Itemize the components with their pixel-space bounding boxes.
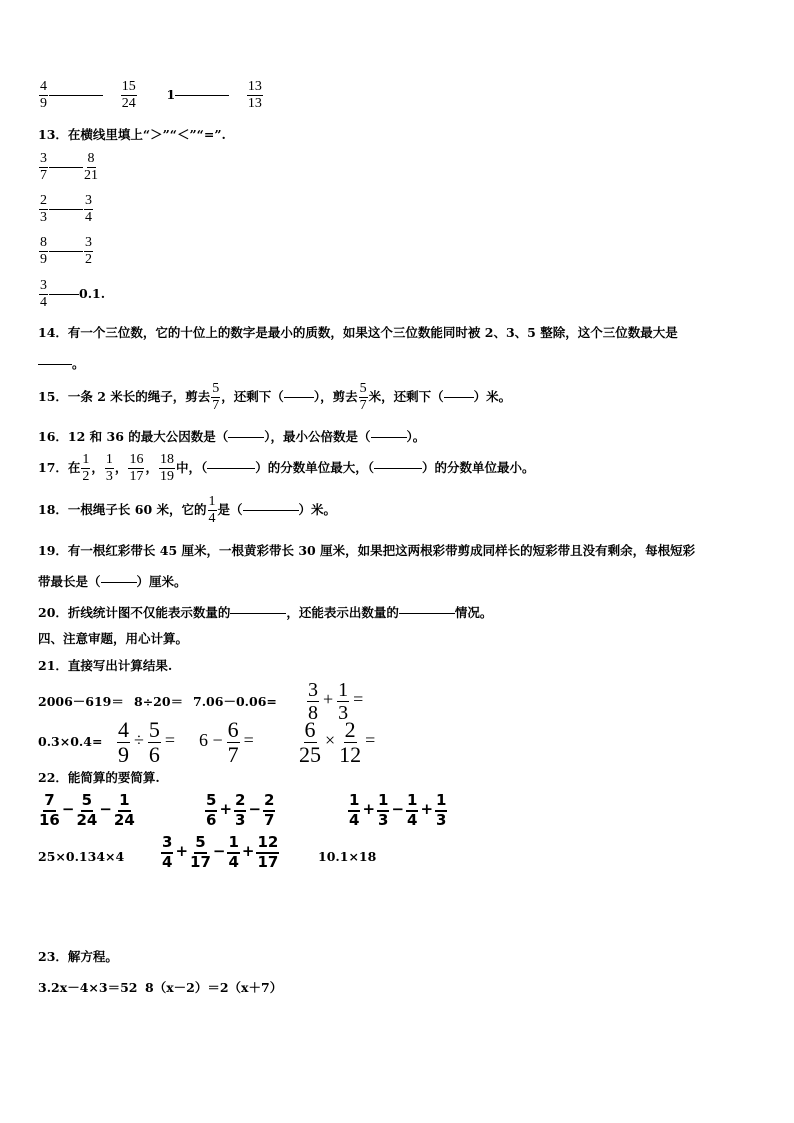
fraction: $\frac{2}{3}$	[235, 791, 246, 829]
q22-expr-4: 25×0.134×4	[38, 849, 125, 864]
answer-blank[interactable]	[284, 397, 314, 398]
question-14-text: 14．有一个三位数，它的十位上的数字是最小的质数，如果这个三位数能同时被 2、3、5 整除，这个三位数最大是	[38, 325, 678, 340]
fraction: $\frac{16}{17}$	[129, 452, 144, 484]
answer-blank[interactable]	[399, 613, 455, 614]
answer-blank[interactable]	[243, 510, 299, 511]
fraction: $\frac{6}{25}$	[299, 717, 321, 767]
question-22-label: 22．能简算的要简算.	[38, 770, 160, 785]
question-14-answer: 。	[38, 354, 85, 372]
fraction: $\frac{3}{7}$	[40, 151, 47, 183]
q22-expr-1: $\frac{7}{16}$ − $\frac{5}{24}$ − $\frac{1}{24}$	[39, 791, 135, 829]
fraction: $\frac{2}{3}$	[40, 193, 47, 225]
answer-blank[interactable]	[444, 397, 474, 398]
answer-blank[interactable]	[228, 437, 264, 438]
fraction: $\frac{1}{4}$	[407, 791, 418, 829]
question-13-label: 13．在横线里填上“＞”“＜”“=”.	[38, 127, 226, 142]
q23-equation-2: 8（x－2）＝2（x＋7）	[145, 980, 283, 995]
fraction: $\frac{15}{24}$	[121, 79, 136, 111]
q21-expr-1: 2006－619＝	[38, 694, 124, 709]
q23-equation-1: 3.2x－4×3＝52	[38, 980, 138, 995]
answer-blank[interactable]	[230, 613, 286, 614]
q13-pair-1	[38, 152, 99, 183]
fraction: $\frac{4}{9}$	[40, 79, 47, 111]
answer-blank[interactable]	[49, 251, 83, 252]
question-23-label: 23．解方程。	[38, 949, 118, 964]
q22-expr-5: $\frac{3}{4}$ + $\frac{5}{17}$ − $\frac{1}{4}$ + $\frac{12}{17}$	[162, 833, 279, 871]
fraction: $\frac{6}{7}$	[227, 717, 239, 767]
fraction: $\frac{5}{6}$	[148, 717, 160, 767]
q21-expr-8: $\frac{6}{25}$ × $\frac{2}{12}$ =	[299, 717, 376, 767]
fraction: $\frac{1}{3}$	[436, 791, 447, 829]
fraction: $\frac{8}{21}$	[84, 151, 98, 183]
answer-blank[interactable]	[49, 167, 83, 168]
fraction: $\frac{1}{4}$	[208, 494, 216, 526]
fraction: $\frac{5}{7}$	[212, 381, 220, 413]
fraction: $\frac{3}{4}$	[85, 193, 92, 225]
fraction: $\frac{7}{16}$	[39, 791, 60, 829]
fraction: $\frac{5}{7}$	[359, 381, 367, 413]
q21-expr-2: 8÷20＝	[134, 694, 184, 709]
question-19-line2: 带最长是（ ）厘米。	[38, 574, 187, 589]
fraction: $\frac{12}{17}$	[257, 833, 279, 871]
answer-blank[interactable]	[175, 95, 229, 96]
question-20: 20．折线统计图不仅能表示数量的 ，还能表示出数量的 情况。	[38, 605, 493, 620]
fraction: $\frac{1}{4}$	[228, 833, 239, 871]
fraction: $\frac{3}{4}$	[40, 278, 47, 310]
fraction: $\frac{1}{4}$	[349, 791, 360, 829]
answer-blank[interactable]	[49, 95, 103, 96]
answer-blank[interactable]	[101, 582, 137, 583]
q21-expr-3: 7.06－0.06=	[193, 694, 277, 709]
fraction: $\frac{2}{12}$	[339, 717, 362, 767]
q21-expr-6: $\frac{4}{9}$ ÷ $\frac{5}{6}$ =	[118, 717, 176, 767]
q22-expr-6: 10.1×18	[318, 849, 377, 864]
question-16: 16．12 和 36 的最大公因数是（ ），最小公倍数是（ ）。	[38, 429, 426, 444]
fraction: $\frac{13}{13}$	[247, 79, 262, 111]
answer-blank[interactable]	[374, 468, 422, 469]
q21-expr-5: 0.3×0.4=	[38, 734, 103, 749]
section-4-heading: 四、注意审题，用心计算。	[38, 631, 189, 646]
fraction: $\frac{4}{9}$	[118, 717, 129, 767]
fraction: $\frac{1}{3}$	[105, 452, 113, 484]
answer-blank[interactable]	[49, 294, 79, 295]
q13-pair-3	[38, 236, 94, 267]
fraction: $\frac{1}{24}$	[113, 791, 135, 829]
fraction: $\frac{2}{7}$	[264, 791, 275, 829]
number-one: 1	[166, 87, 176, 102]
question-15: 15．一条 2 米长的绳子，剪去 $\frac{5}{7}$ ，还剩下（ ），剪去 $\frac{5}{7}$ 米，还剩下（ ）米。	[38, 381, 512, 413]
q22-expr-2: $\frac{5}{6}$ + $\frac{2}{3}$ − $\frac{2}{7}$	[206, 791, 275, 829]
q22-expr-3: $\frac{1}{4}$ + $\frac{1}{3}$ − $\frac{1}{4}$ + $\frac{1}{3}$	[349, 791, 447, 829]
fraction: $\frac{3}{4}$	[162, 833, 173, 871]
answer-blank[interactable]	[38, 364, 72, 365]
q13-pair-4	[38, 279, 105, 310]
fraction: $\frac{5}{24}$	[76, 791, 98, 829]
answer-blank[interactable]	[207, 468, 255, 469]
answer-blank[interactable]	[371, 437, 407, 438]
question-19-line1: 19．有一根红彩带长 45 厘米，一根黄彩带长 30 厘米，如果把这两根彩带剪成同样长的短彩带且没有剩余，每根短彩	[38, 543, 696, 558]
fraction: $\frac{18}{19}$	[159, 452, 174, 484]
fraction: $\frac{5}{6}$	[206, 791, 217, 829]
compare-row-top	[38, 80, 264, 111]
decimal-value: 0.1.	[79, 286, 106, 301]
question-21-label: 21．直接写出计算结果.	[38, 658, 173, 673]
question-18: 18．一根绳子长 60 米，它的 $\frac{1}{4}$ 是（ ）米。	[38, 494, 337, 526]
question-17: 17．在 $\frac{1}{2}$ ， $\frac{1}{3}$ ， $\frac{16}{17}$ ， $\frac{18}{19}$ 中，（ ）的分数单位最大，（ ）的分数单位最小。	[38, 452, 535, 484]
q13-pair-2	[38, 194, 94, 225]
q21-expr-4: $\frac{3}{8}$ + $\frac{1}{3}$ =	[308, 679, 364, 724]
fraction: $\frac{3}{8}$	[308, 679, 318, 724]
fraction: $\frac{1}{3}$	[378, 791, 389, 829]
answer-blank[interactable]	[49, 209, 83, 210]
fraction: $\frac{5}{17}$	[190, 833, 211, 871]
fraction: $\frac{1}{3}$	[338, 679, 349, 724]
fraction: $\frac{3}{2}$	[85, 235, 92, 267]
fraction: $\frac{1}{2}$	[82, 452, 90, 484]
fraction: $\frac{8}{9}$	[40, 235, 47, 267]
q21-expr-7: 6 − $\frac{6}{7}$ =	[199, 717, 254, 767]
